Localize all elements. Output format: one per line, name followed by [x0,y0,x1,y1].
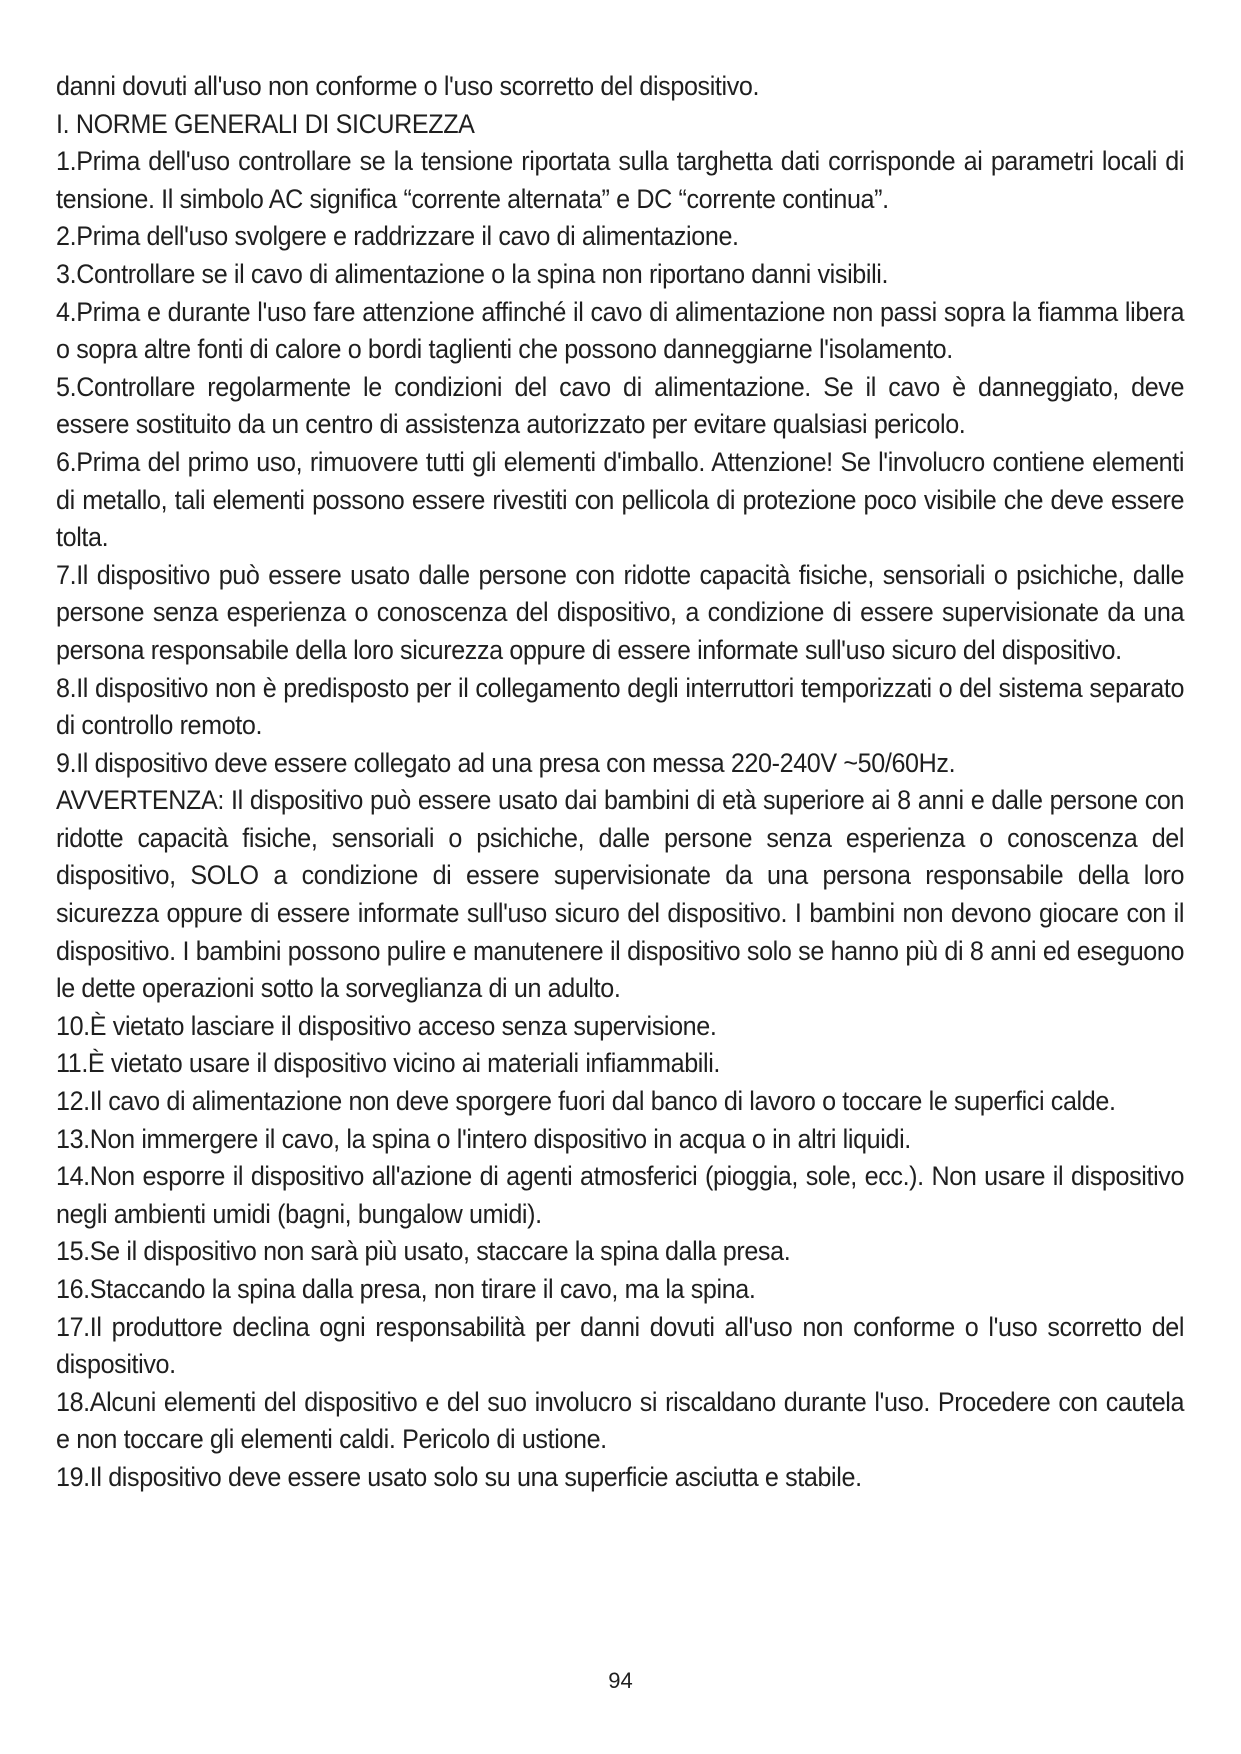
safety-item-8: 8.Il dispositivo non è predisposto per il collegamento degli interruttori temporizzati o del sistema separato di controllo remoto. [56,672,1185,741]
safety-item-18: 18.Alcuni elementi del dispositivo e del suo involucro si riscaldano durante l'uso. Procedere con cautela e non toccare gli elementi caldi. Pericolo di ustione. [56,1386,1185,1455]
safety-item-17: 17.Il produttore declina ogni responsabilità per danni dovuti all'uso non conforme o l'uso scorretto del dispositivo. [56,1311,1185,1380]
safety-item-11: 11.È vietato usare il dispositivo vicino ai materiali infiammabili. [56,1048,721,1079]
safety-item-13: 13.Non immergere il cavo, la spina o l'intero dispositivo in acqua o in altri liquidi. [56,1123,911,1154]
safety-item-2: 2.Prima dell'uso svolgere e raddrizzare il cavo di alimentazione. [56,221,739,252]
safety-item-5: 5.Controllare regolarmente le condizioni del cavo di alimentazione. Se il cavo è danneggiato, deve essere sostituito da un centro di assistenza autorizzato per evitare qualsiasi pericolo. [56,371,1185,440]
intro-text: danni dovuti all'uso non conforme o l'uso scorretto del dispositivo. [56,71,760,101]
safety-item-15: 15.Se il dispositivo non sarà più usato, staccare la spina dalla presa. [56,1236,791,1267]
safety-item-7: 7.Il dispositivo può essere usato dalle persone con ridotte capacità fisiche, sensoriali o psichiche, dalle persone senza esperienza o conoscenza del dispositivo, a condizione di essere supervisionate da una persona responsabile della loro sicurezza oppure di essere informate sull'uso sicuro del dispositivo. [56,559,1185,665]
safety-item-9: 9.Il dispositivo deve essere collegato ad una presa con messa 220-240V ~50/60Hz. [56,747,956,778]
safety-item-6: 6.Prima del primo uso, rimuovere tutti gli elementi d'imballo. Attenzione! Se l'involucro contiene elementi di metallo, tali elementi possono essere rivestiti con pellicola di protezione poco visibile che deve essere tolta. [56,446,1185,553]
page-number: 94 [608,1668,633,1693]
safety-item-4: 4.Prima e durante l'uso fare attenzione affinché il cavo di alimentazione non passi sopra la fiamma libera o sopra altre fonti di calore o bordi taglienti che possono danneggiarne l'isolamento. [56,296,1185,365]
safety-item-1: 1.Prima dell'uso controllare se la tensione riportata sulla targhetta dati corrisponde ai parametri locali di tensione. Il simbolo AC significa “corrente alternata” e DC “corrente continua”. [56,146,1185,214]
safety-item-12: 12.Il cavo di alimentazione non deve sporgere fuori dal banco di lavoro o toccare le superfici calde. [56,1086,1116,1117]
safety-item-16: 16.Staccando la spina dalla presa, non tirare il cavo, ma la spina. [56,1274,756,1304]
safety-item-14: 14.Non esporre il dispositivo all'azione di agenti atmosferici (pioggia, sole, ecc.). Non usare il dispositivo negli ambienti umidi (bagni, bungalow umidi). [56,1161,1185,1229]
safety-item-3: 3.Controllare se il cavo di alimentazione o la spina non riportano danni visibili. [56,258,889,289]
safety-item-10: 10.È vietato lasciare il dispositivo acceso senza supervisione. [56,1010,717,1041]
document-body [56,68,1184,1497]
safety-item-19: 19.Il dispositivo deve essere usato solo su una superficie asciutta e stabile. [56,1461,862,1492]
section-heading: I. NORME GENERALI DI SICUREZZA [56,108,475,139]
warning-paragraph: AVVERTENZA: Il dispositivo può essere usato dai bambini di età superiore ai 8 anni e dalle persone con ridotte capacità fisiche, sensoriali o psichiche, dalle persone senza esperienza o conoscenza del dispositivo, SOLO a condizione di essere supervisionate da una persona responsabile della loro sicurezza oppure di essere informate sull'uso sicuro del dispositivo. I bambini non devono giocare con il dispositivo. I bambini possono pulire e manutenere il dispositivo solo se hanno più di 8 anni ed eseguono le dette operazioni sotto la sorveglianza di un adulto. [56,785,1185,1004]
